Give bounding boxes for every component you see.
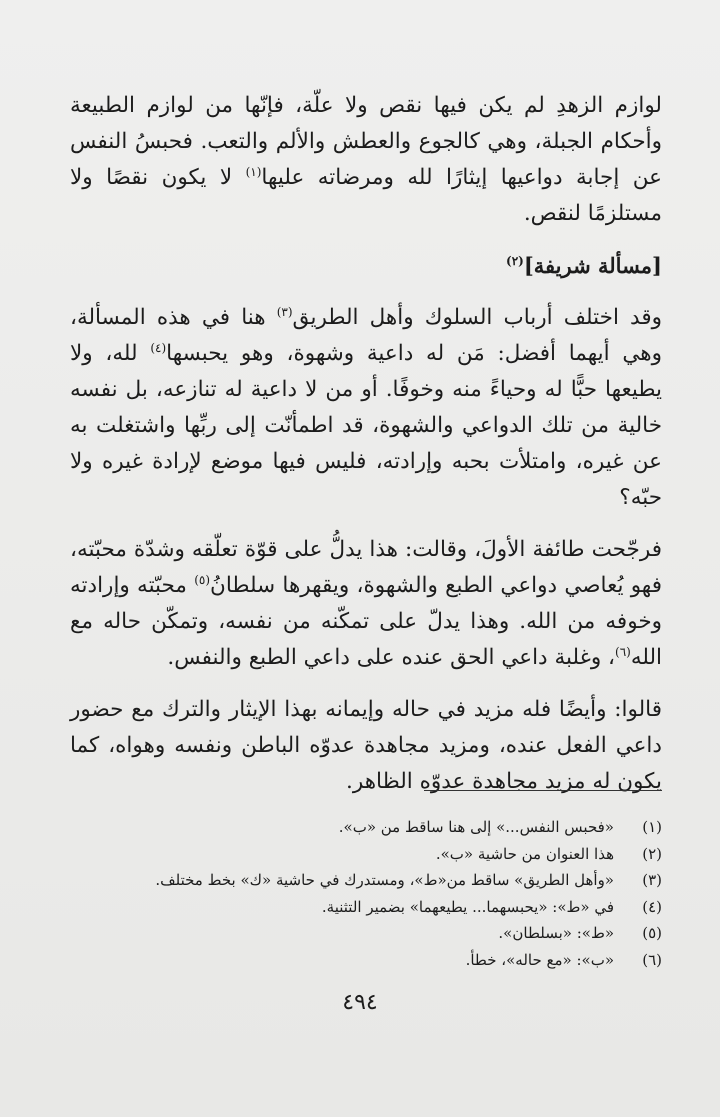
paragraph-1-tail: لا يكون نقصًا ولا مستلزمًا لنقص. — [70, 165, 662, 226]
footnotes — [70, 814, 662, 973]
footnote-text: «ط»: «بسلطان». — [498, 924, 614, 942]
section-heading-text: [مسألة شريفة] — [523, 253, 662, 278]
section-heading — [70, 248, 662, 284]
page-number: ٤٩٤ — [342, 990, 378, 1015]
footnote-ref-4: (٤) — [150, 340, 167, 355]
footnote-number: (٢) — [642, 844, 662, 863]
paragraph-2 — [70, 300, 662, 516]
footnote-text: «وأهل الطريق» ساقط من«ط»، ومستدرك في حاشية «ك» بخط مختلف. — [155, 871, 614, 889]
paragraph-3-part-b: محبّته وإرادته وخوفه من الله. وهذا يدلّ على تمكّنه من نفسه، وتمكّن حاله مع الله — [70, 573, 662, 670]
footnote-text: «فحبس النفس...» إلى هنا ساقط من «ب». — [338, 818, 614, 836]
paragraph-1 — [70, 88, 662, 232]
paragraph-1-line-1: لوازم الزهدِ لم يكن فيها نقص ولا علّة، فإنّها من لوازم الطبيعة وأحكام — [70, 93, 662, 154]
footnote-ref-1: (١) — [245, 164, 262, 179]
footnote-2 — [70, 841, 662, 868]
paragraph-3 — [70, 532, 662, 676]
footnote-text: هذا العنوان من حاشية «ب». — [435, 844, 614, 863]
footnote-number: (٦) — [642, 950, 662, 969]
footnote-separator — [424, 790, 662, 791]
footnote-5 — [70, 920, 662, 947]
footnote-6 — [70, 947, 662, 974]
footnote-text: «ب»: «مع حاله»، خطأ. — [465, 950, 614, 969]
footnote-ref-5: (٥) — [194, 572, 211, 587]
footnote-number: (١) — [642, 818, 662, 836]
spacer — [70, 284, 662, 300]
footnote-4 — [70, 894, 662, 921]
footnote-1 — [70, 814, 662, 841]
spacer — [70, 516, 662, 532]
main-text — [70, 88, 662, 800]
footnote-ref-2: (٢) — [506, 254, 524, 268]
paragraph-3-part-c: ، وغلبة داعي الحق عنده على داعي الطبع والنفس. — [167, 645, 615, 670]
footnote-ref-3: (٣) — [276, 304, 293, 319]
footnote-number: (٣) — [642, 871, 662, 889]
paragraph-2-part-c: لله، ولا يطيعها حبًّا له وحياءً منه وخوفًا. أو من لا داعية له تنازعه، بل نفسه خالية من تلك الدواعي والشهوة، قد اطمأنّت إلى ربِّها واشتغلت به عن غيره، وامتلأت بحبه وإرادته، فليس فيها موضع لإرادة غيره ولا حبّه؟ — [70, 341, 662, 510]
footnote-3 — [70, 867, 662, 894]
footnote-ref-6: (٦) — [615, 644, 631, 659]
footnote-text: في «ط»: «يحبسهما... يطيعهما» بضمير التثنية. — [321, 897, 614, 916]
paragraph-2-part-b: هنا في هذه المسألة، وهي أيهما أفضل: مَن له داعية وشهوة، وهو يحبسها — [70, 305, 663, 366]
paragraph-4: قالوا: وأيضًا فله مزيد في حاله وإيمانه بهذا الإيثار والترك مع حضور داعي الفعل عنده، ومزيد مجاهدة عدوّه الباطن ونفسه وهواه، كما يكون له مزيد مجاهدة عدوّه الظاهر. — [70, 697, 662, 794]
paragraph-3-part-a: فرجّحت طائفة الأولَ، وقالت: هذا يدلُّ على قوّة تعلّقه وشدّة محبّته، فهو يُعاصي دواعي الطبع والشهوة، ويقهرها سلطانُ — [70, 537, 662, 598]
spacer — [70, 676, 662, 692]
paragraph-1-line-3: دواعيها إيثارًا لله ومرضاته عليها — [261, 165, 563, 190]
paragraph-1-line-2: الجبلة، وهي كالجوع والعطش والألم والتعب. فحبسُ النفس عن إجابة — [70, 129, 662, 190]
footnote-number: (٤) — [642, 897, 662, 916]
paragraph-2-part-a: وقد اختلف أرباب السلوك وأهل الطريق — [292, 305, 662, 330]
spacer — [70, 232, 662, 248]
footnote-number: (٥) — [642, 924, 662, 942]
